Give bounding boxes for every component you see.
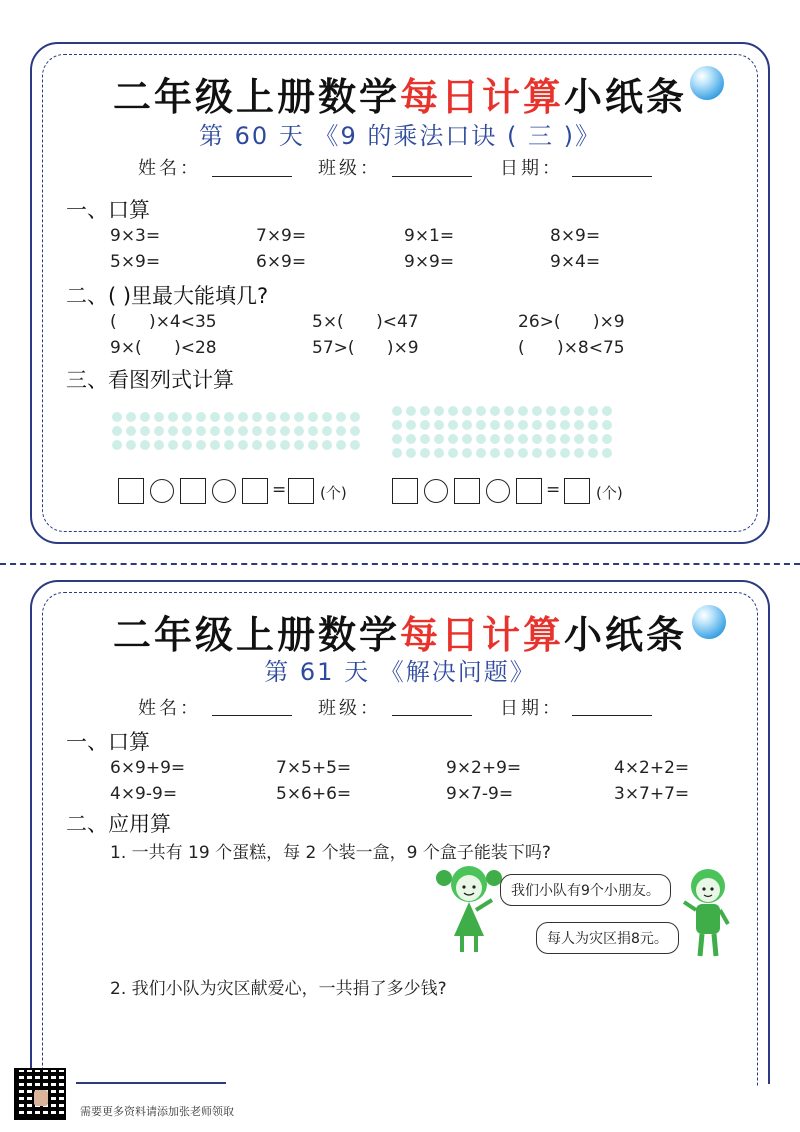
picture-dot bbox=[560, 434, 570, 444]
picture-dot bbox=[504, 434, 514, 444]
picture-dot bbox=[574, 420, 584, 430]
picture-dots-left bbox=[112, 412, 360, 450]
oral-question: 9×3= bbox=[110, 226, 161, 246]
class-label: 班级： bbox=[318, 698, 381, 719]
picture-dot bbox=[588, 420, 598, 430]
picture-dot bbox=[182, 426, 192, 436]
picture-dot bbox=[308, 412, 318, 422]
date-blank[interactable] bbox=[572, 715, 652, 716]
picture-dot bbox=[434, 448, 444, 458]
blue-ball-icon bbox=[692, 605, 726, 639]
answer-box[interactable] bbox=[392, 478, 418, 504]
answer-box[interactable] bbox=[242, 478, 268, 504]
picture-dot bbox=[140, 426, 150, 436]
picture-dot bbox=[154, 440, 164, 450]
oral-question: 5×9= bbox=[110, 252, 161, 272]
picture-dot bbox=[560, 420, 570, 430]
answer-box[interactable] bbox=[564, 478, 590, 504]
picture-dot bbox=[462, 434, 472, 444]
picture-dot bbox=[574, 406, 584, 416]
picture-dot bbox=[252, 440, 262, 450]
equals-sign: = bbox=[546, 480, 561, 500]
oral-question: 7×9= bbox=[256, 226, 307, 246]
picture-dot bbox=[210, 412, 220, 422]
picture-dot bbox=[448, 434, 458, 444]
card1-subtitle: 第 60 天 《9 的乘法口诀 ( 三 )》 bbox=[199, 122, 601, 150]
picture-dot bbox=[308, 426, 318, 436]
picture-dot bbox=[546, 420, 556, 430]
picture-dot bbox=[406, 434, 416, 444]
picture-dot bbox=[490, 406, 500, 416]
footer-rule bbox=[76, 1082, 226, 1084]
name-blank[interactable] bbox=[212, 176, 292, 177]
unit-label: (个) bbox=[320, 484, 347, 502]
picture-dot bbox=[574, 448, 584, 458]
footer-note: 需要更多资料请添加张老师领取 bbox=[80, 1105, 234, 1118]
picture-dot bbox=[434, 406, 444, 416]
picture-dot bbox=[448, 448, 458, 458]
picture-dot bbox=[448, 420, 458, 430]
section-word-problems: 二、应用算 bbox=[66, 812, 171, 836]
avatar bbox=[34, 1090, 48, 1106]
picture-dot bbox=[504, 448, 514, 458]
oral-question: 8×9= bbox=[550, 226, 601, 246]
picture-dot bbox=[406, 406, 416, 416]
picture-dot bbox=[560, 406, 570, 416]
picture-dot bbox=[406, 448, 416, 458]
picture-dot bbox=[266, 440, 276, 450]
cut-line bbox=[0, 563, 800, 565]
picture-dot bbox=[406, 420, 416, 430]
picture-dot bbox=[294, 440, 304, 450]
picture-dot bbox=[252, 412, 262, 422]
card2-title: 二年级上册数学每日计算小纸条 bbox=[112, 613, 688, 657]
picture-dot bbox=[448, 406, 458, 416]
fill-question: ( )×8<75 bbox=[518, 338, 625, 358]
oral-question: 3×7+7= bbox=[614, 784, 690, 804]
picture-dot bbox=[518, 434, 528, 444]
picture-dot bbox=[238, 440, 248, 450]
picture-dot bbox=[476, 434, 486, 444]
picture-dot bbox=[168, 412, 178, 422]
date-label: 日期： bbox=[500, 158, 563, 179]
picture-dot bbox=[280, 412, 290, 422]
picture-dot bbox=[224, 412, 234, 422]
picture-dot bbox=[490, 448, 500, 458]
picture-dot bbox=[224, 440, 234, 450]
picture-dot bbox=[140, 440, 150, 450]
answer-box[interactable] bbox=[288, 478, 314, 504]
picture-dot bbox=[434, 434, 444, 444]
operator-circle[interactable] bbox=[424, 479, 448, 503]
class-blank[interactable] bbox=[392, 176, 472, 177]
oral-question: 9×4= bbox=[550, 252, 601, 272]
picture-dot bbox=[238, 412, 248, 422]
name-blank[interactable] bbox=[212, 715, 292, 716]
picture-dot bbox=[420, 406, 430, 416]
date-label: 日期： bbox=[500, 698, 563, 719]
girl-figure-icon bbox=[436, 862, 502, 954]
picture-dot bbox=[196, 426, 206, 436]
picture-dots-right bbox=[392, 406, 612, 458]
picture-dot bbox=[168, 440, 178, 450]
date-blank[interactable] bbox=[572, 176, 652, 177]
picture-dot bbox=[504, 406, 514, 416]
section-fill-max: 二、( )里最大能填几? bbox=[66, 284, 269, 308]
picture-dot bbox=[434, 420, 444, 430]
word-problem-1: 1. 一共有 19 个蛋糕，每 2 个装一盒，9 个盒子能装下吗? bbox=[110, 843, 551, 863]
picture-dot bbox=[602, 448, 612, 458]
picture-dot bbox=[532, 420, 542, 430]
fill-question: ( )×4<35 bbox=[110, 312, 217, 332]
picture-dot bbox=[266, 412, 276, 422]
picture-dot bbox=[210, 426, 220, 436]
oral-question: 9×2+9= bbox=[446, 758, 522, 778]
picture-dot bbox=[420, 448, 430, 458]
picture-dot bbox=[574, 434, 584, 444]
picture-dot bbox=[322, 426, 332, 436]
answer-box[interactable] bbox=[180, 478, 206, 504]
picture-dot bbox=[490, 434, 500, 444]
operator-circle[interactable] bbox=[150, 479, 174, 503]
answer-box[interactable] bbox=[454, 478, 480, 504]
picture-dot bbox=[546, 406, 556, 416]
oral-question: 4×2+2= bbox=[614, 758, 690, 778]
oral-question: 7×5+5= bbox=[276, 758, 352, 778]
name-label: 姓名： bbox=[138, 698, 201, 719]
answer-box[interactable] bbox=[516, 478, 542, 504]
picture-dot bbox=[532, 406, 542, 416]
picture-dot bbox=[602, 420, 612, 430]
section-picture-calc: 三、看图列式计算 bbox=[66, 368, 234, 392]
oral-question: 6×9+9= bbox=[110, 758, 186, 778]
picture-dot bbox=[336, 440, 346, 450]
fill-question: 57>( )×9 bbox=[312, 338, 419, 358]
picture-dot bbox=[602, 434, 612, 444]
picture-dot bbox=[532, 448, 542, 458]
picture-dot bbox=[392, 420, 402, 430]
picture-dot bbox=[350, 426, 360, 436]
answer-box[interactable] bbox=[118, 478, 144, 504]
picture-dot bbox=[518, 448, 528, 458]
picture-dot bbox=[350, 412, 360, 422]
picture-dot bbox=[490, 420, 500, 430]
picture-dot bbox=[238, 426, 248, 436]
picture-dot bbox=[280, 426, 290, 436]
oral-question: 5×6+6= bbox=[276, 784, 352, 804]
picture-dot bbox=[294, 426, 304, 436]
picture-dot bbox=[154, 412, 164, 422]
section-oral-calc: 一、口算 bbox=[66, 730, 150, 754]
operator-circle[interactable] bbox=[486, 479, 510, 503]
picture-dot bbox=[112, 426, 122, 436]
picture-dot bbox=[308, 440, 318, 450]
fill-question: 9×( )<28 bbox=[110, 338, 217, 358]
picture-dot bbox=[462, 448, 472, 458]
picture-dot bbox=[322, 412, 332, 422]
picture-dot bbox=[154, 426, 164, 436]
fill-question: 5×( )<47 bbox=[312, 312, 419, 332]
picture-dot bbox=[588, 406, 598, 416]
equals-sign: = bbox=[272, 480, 287, 500]
picture-dot bbox=[392, 406, 402, 416]
unit-label: (个) bbox=[596, 484, 623, 502]
picture-dot bbox=[392, 448, 402, 458]
picture-dot bbox=[112, 440, 122, 450]
picture-dot bbox=[196, 412, 206, 422]
oral-question: 9×7-9= bbox=[446, 784, 514, 804]
picture-dot bbox=[560, 448, 570, 458]
picture-dot bbox=[322, 440, 332, 450]
picture-dot bbox=[168, 426, 178, 436]
picture-dot bbox=[336, 426, 346, 436]
class-blank[interactable] bbox=[392, 715, 472, 716]
picture-dot bbox=[182, 412, 192, 422]
picture-dot bbox=[140, 412, 150, 422]
speech-bubble-boy: 每人为灾区捐8元。 bbox=[536, 922, 679, 954]
picture-dot bbox=[210, 440, 220, 450]
blue-ball-icon bbox=[690, 66, 724, 100]
picture-dot bbox=[126, 440, 136, 450]
name-label: 姓名： bbox=[138, 158, 201, 179]
picture-dot bbox=[462, 406, 472, 416]
class-label: 班级： bbox=[318, 158, 381, 179]
boy-figure-icon bbox=[680, 866, 736, 958]
operator-circle[interactable] bbox=[212, 479, 236, 503]
picture-dot bbox=[588, 448, 598, 458]
fill-question: 26>( )×9 bbox=[518, 312, 625, 332]
picture-dot bbox=[546, 434, 556, 444]
picture-dot bbox=[476, 448, 486, 458]
picture-dot bbox=[336, 412, 346, 422]
picture-dot bbox=[280, 440, 290, 450]
oral-question: 9×1= bbox=[404, 226, 455, 246]
card1-title: 二年级上册数学每日计算小纸条 bbox=[112, 75, 688, 119]
picture-dot bbox=[294, 412, 304, 422]
picture-dot bbox=[112, 412, 122, 422]
picture-dot bbox=[476, 406, 486, 416]
picture-dot bbox=[196, 440, 206, 450]
picture-dot bbox=[350, 440, 360, 450]
oral-question: 6×9= bbox=[256, 252, 307, 272]
picture-dot bbox=[518, 406, 528, 416]
picture-dot bbox=[462, 420, 472, 430]
picture-dot bbox=[224, 426, 234, 436]
speech-bubble-girl: 我们小队有9个小朋友。 bbox=[500, 874, 671, 906]
picture-dot bbox=[546, 448, 556, 458]
picture-dot bbox=[126, 426, 136, 436]
picture-dot bbox=[420, 434, 430, 444]
picture-dot bbox=[126, 412, 136, 422]
picture-dot bbox=[420, 420, 430, 430]
picture-dot bbox=[182, 440, 192, 450]
card2-subtitle: 第 61 天 《解决问题》 bbox=[264, 658, 536, 686]
picture-dot bbox=[588, 434, 598, 444]
section-oral-calc: 一、口算 bbox=[66, 198, 150, 222]
picture-dot bbox=[602, 406, 612, 416]
oral-question: 9×9= bbox=[404, 252, 455, 272]
picture-dot bbox=[252, 426, 262, 436]
picture-dot bbox=[266, 426, 276, 436]
oral-question: 4×9-9= bbox=[110, 784, 178, 804]
picture-dot bbox=[504, 420, 514, 430]
picture-dot bbox=[392, 434, 402, 444]
picture-dot bbox=[476, 420, 486, 430]
picture-dot bbox=[532, 434, 542, 444]
word-problem-2: 2. 我们小队为灾区献爱心，一共捐了多少钱? bbox=[110, 979, 447, 999]
picture-dot bbox=[518, 420, 528, 430]
